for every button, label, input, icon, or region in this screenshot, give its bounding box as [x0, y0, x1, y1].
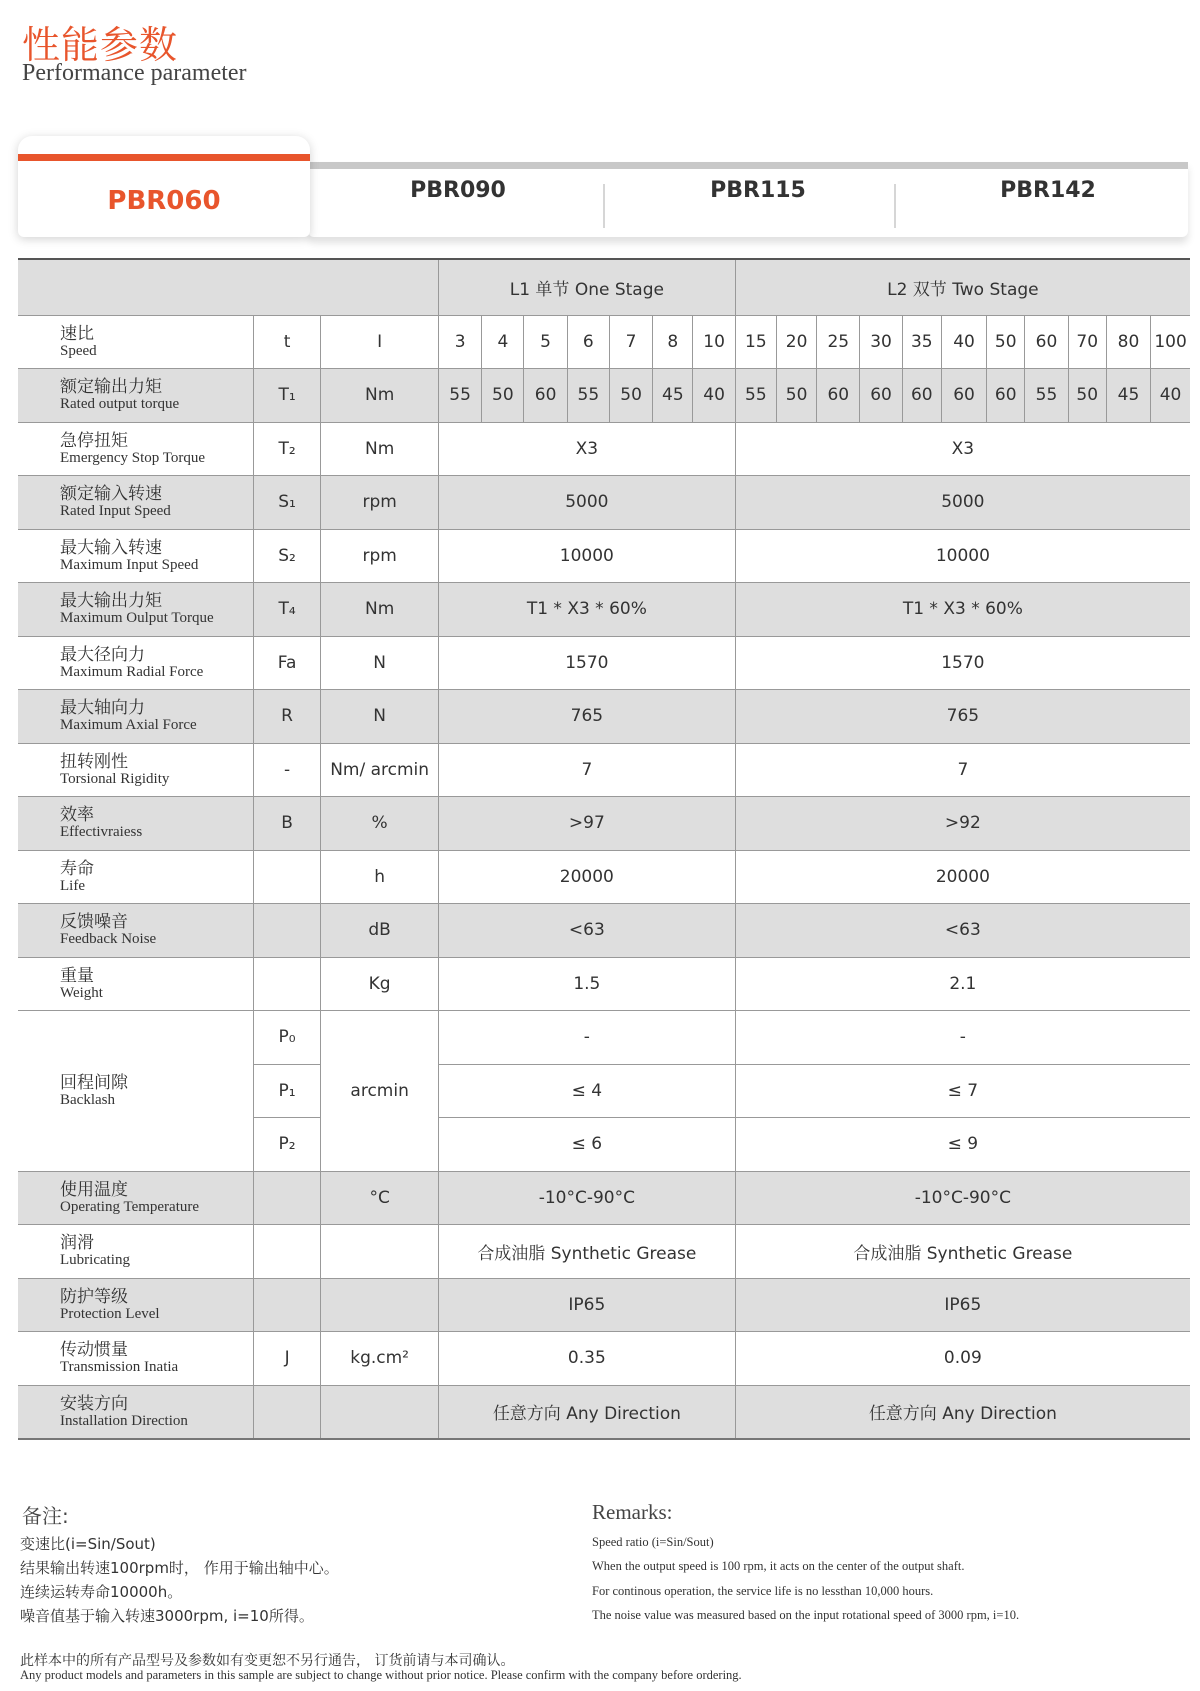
stage-l2-value: 765 [735, 690, 1190, 744]
param-name [18, 583, 253, 637]
table-row [18, 797, 1190, 851]
unit-cell [321, 1225, 439, 1279]
param-name-en: Backlash [60, 1091, 115, 1108]
table-row [18, 957, 1190, 1011]
remark-cn-line: 变速比(i=Sin/Sout) [20, 1535, 156, 1553]
value-cell: 8 [653, 315, 693, 369]
stage-l2-value: X3 [735, 422, 1190, 476]
param-name [18, 636, 253, 690]
stage-l1-value: 合成油脂 Synthetic Grease [438, 1225, 735, 1279]
param-name-en: Maximum Axial Force [60, 717, 197, 734]
stage-l2-value: 任意方向 Any Direction [735, 1385, 1190, 1439]
remark-cn-line: 噪音值基于输入转速3000rpm, i=10所得。 [20, 1607, 314, 1625]
stage-l2-value: 1570 [735, 636, 1190, 690]
tab-pbr142[interactable]: PBR142 [1000, 178, 1096, 203]
param-name [18, 850, 253, 904]
table-row [18, 743, 1190, 797]
table-row [18, 1225, 1190, 1279]
unit-cell: arcmin [321, 1011, 439, 1172]
table-row [18, 315, 1190, 369]
table-row [18, 850, 1190, 904]
stage-l2-value: ≤ 7 [735, 1064, 1190, 1118]
tab-pbr115[interactable]: PBR115 [710, 178, 806, 203]
value-cell: 6 [567, 315, 609, 369]
param-name [18, 1385, 253, 1439]
disclaimer-en: Any product models and parameters in this sample are subject to change without prior notice. Please confirm with the company before ordering. [20, 1668, 742, 1682]
value-cell: 60 [987, 369, 1025, 423]
param-name-cn: 防护等级 [60, 1286, 128, 1307]
unit-cell: rpm [321, 529, 439, 583]
symbol-cell: P₀ [253, 1011, 320, 1065]
param-name-cn: 速比 [60, 323, 94, 344]
param-name [18, 422, 253, 476]
value-cell: 60 [817, 369, 860, 423]
param-name-en: Transmission Inatia [60, 1359, 179, 1376]
value-cell: 50 [1068, 369, 1106, 423]
symbol-cell [253, 957, 320, 1011]
value-cell: 55 [735, 369, 776, 423]
param-name-cn: 使用温度 [60, 1179, 128, 1200]
symbol-cell: S₁ [253, 476, 320, 530]
symbol-cell: T₁ [253, 369, 320, 423]
symbol-cell [253, 1278, 320, 1332]
unit-cell: N [321, 636, 439, 690]
value-cell: 7 [609, 315, 652, 369]
tab-divider [603, 184, 605, 228]
param-name-en: Rated output torque [60, 396, 180, 413]
stage-l1-value: ≤ 6 [438, 1118, 735, 1172]
param-name-cn: 额定输入转速 [60, 484, 162, 505]
value-cell: 3 [438, 315, 481, 369]
param-name-en: Rated Input Speed [60, 503, 171, 520]
param-name-en: Torsional Rigidity [60, 770, 170, 787]
param-name-cn: 最大径向力 [60, 644, 145, 665]
param-name-cn: 扭转刚性 [60, 751, 128, 772]
remarks-title-cn: 备注: [22, 1504, 69, 1528]
param-name-cn: 额定输出力矩 [60, 377, 162, 398]
stage-l2-value: T1 * X3 * 60% [735, 583, 1190, 637]
symbol-cell [253, 850, 320, 904]
param-name-cn: 重量 [60, 965, 94, 986]
symbol-cell: T₄ [253, 583, 320, 637]
value-cell: 50 [987, 315, 1025, 369]
unit-cell: % [321, 797, 439, 851]
table-row [18, 369, 1190, 423]
param-name-en: Maximum Input Speed [60, 556, 199, 573]
remarks-title-en: Remarks: [592, 1500, 673, 1524]
symbol-cell [253, 1385, 320, 1439]
value-cell: 55 [438, 369, 481, 423]
stage-l1-value: 765 [438, 690, 735, 744]
tab-divider [894, 184, 896, 228]
unit-cell: Nm [321, 583, 439, 637]
symbol-cell [253, 904, 320, 958]
param-name [18, 1332, 253, 1386]
stage-l2-value: - [735, 1011, 1190, 1065]
stage-l1-value: X3 [438, 422, 735, 476]
symbol-cell: T₂ [253, 422, 320, 476]
param-name-en: Lubricating [60, 1252, 130, 1269]
page-title-cn: 性能参数 [22, 23, 179, 67]
param-name-cn: 最大输出力矩 [60, 591, 162, 612]
param-name-cn: 效率 [60, 805, 94, 826]
unit-cell: dB [321, 904, 439, 958]
unit-cell [321, 1385, 439, 1439]
param-name-en: Maximum Radial Force [60, 663, 204, 680]
param-name [18, 1278, 253, 1332]
value-cell: 60 [902, 369, 941, 423]
stage-l2-header: L2 双节 Two Stage [735, 259, 1190, 315]
param-name-en: Installation Direction [60, 1412, 188, 1429]
table-row [18, 422, 1190, 476]
remark-cn-line: 连续运转寿命10000h。 [20, 1583, 183, 1601]
value-cell: 60 [860, 369, 902, 423]
stage-l1-value: 10000 [438, 529, 735, 583]
param-name-cn: 急停扭矩 [60, 430, 128, 451]
stage-l2-value: >92 [735, 797, 1190, 851]
stage-l1-value: IP65 [438, 1278, 735, 1332]
stage-l1-value: - [438, 1011, 735, 1065]
param-name [18, 315, 253, 369]
stage-l1-value: <63 [438, 904, 735, 958]
param-name [18, 797, 253, 851]
value-cell: 15 [735, 315, 776, 369]
param-name-en: Protection Level [60, 1305, 160, 1322]
table-row [18, 583, 1190, 637]
disclaimer-cn: 此样本中的所有产品型号及参数如有变更恕不另行通告， 订货前请与本司确认。 [20, 1653, 515, 1669]
param-name-en: Emergency Stop Torque [60, 449, 206, 466]
stage-l1-value: 5000 [438, 476, 735, 530]
param-name-en: Maximum Oulput Torque [60, 610, 214, 627]
value-cell: 5 [524, 315, 567, 369]
param-name [18, 1011, 253, 1172]
stage-l2-value: <63 [735, 904, 1190, 958]
param-name-cn: 最大轴向力 [60, 698, 145, 719]
remark-cn-line: 结果输出转速100rpm时， 作用于输出轴中心。 [20, 1559, 339, 1577]
remark-en-line: When the output speed is 100 rpm, it acts on the center of the output shaft. [592, 1559, 965, 1573]
stage-l2-value: 合成油脂 Synthetic Grease [735, 1225, 1190, 1279]
model-tabs [18, 132, 1188, 240]
symbol-cell: S₂ [253, 529, 320, 583]
value-cell: 70 [1068, 315, 1106, 369]
param-name-cn: 润滑 [60, 1233, 94, 1254]
stage-l1-value: T1 * X3 * 60% [438, 583, 735, 637]
param-name-cn: 最大输入转速 [60, 537, 162, 558]
value-cell: 60 [941, 369, 986, 423]
table-row [18, 1385, 1190, 1439]
unit-cell: Kg [321, 957, 439, 1011]
symbol-cell: - [253, 743, 320, 797]
stage-l1-header: L1 单节 One Stage [438, 259, 735, 315]
param-name-cn: 反馈噪音 [60, 912, 128, 933]
unit-cell: kg.cm² [321, 1332, 439, 1386]
tab-pbr090[interactable]: PBR090 [410, 178, 506, 203]
param-name [18, 529, 253, 583]
param-name [18, 690, 253, 744]
unit-cell: N [321, 690, 439, 744]
stage-l1-value: -10°C-90°C [438, 1171, 735, 1225]
symbol-cell [253, 1225, 320, 1279]
value-cell: 20 [776, 315, 816, 369]
table-row [18, 636, 1190, 690]
param-name-cn: 回程间隙 [60, 1072, 128, 1093]
param-name [18, 476, 253, 530]
unit-cell: Nm [321, 422, 439, 476]
stage-l1-value: 20000 [438, 850, 735, 904]
value-cell: 80 [1106, 315, 1150, 369]
table-row [18, 476, 1190, 530]
symbol-cell: R [253, 690, 320, 744]
stage-header-row [18, 259, 1190, 315]
stage-l2-value: 10000 [735, 529, 1190, 583]
symbol-cell: P₁ [253, 1064, 320, 1118]
stage-l2-value: 5000 [735, 476, 1190, 530]
param-name-en: Feedback Noise [60, 931, 157, 948]
param-name-en: Life [60, 877, 85, 894]
stage-l2-value: 2.1 [735, 957, 1190, 1011]
param-name [18, 743, 253, 797]
unit-cell [321, 1278, 439, 1332]
unit-cell: h [321, 850, 439, 904]
param-name [18, 904, 253, 958]
stage-l2-value: ≤ 9 [735, 1118, 1190, 1172]
param-name-en: Operating Temperature [60, 1198, 200, 1215]
table-row [18, 1011, 1190, 1065]
param-name-en: Weight [60, 984, 103, 1001]
unit-cell: Nm [321, 369, 439, 423]
symbol-cell [253, 1171, 320, 1225]
value-cell: 10 [693, 315, 735, 369]
param-name [18, 1225, 253, 1279]
stage-l1-value: 7 [438, 743, 735, 797]
value-cell: 55 [567, 369, 609, 423]
symbol-cell: t [253, 315, 320, 369]
value-cell: 45 [653, 369, 693, 423]
value-cell: 40 [1151, 369, 1190, 423]
tab-pbr060[interactable] [18, 136, 310, 237]
stage-l1-value: ≤ 4 [438, 1064, 735, 1118]
param-name [18, 1171, 253, 1225]
value-cell: 30 [860, 315, 902, 369]
remark-en-line: For continous operation, the service life is no lessthan 10,000 hours. [592, 1584, 934, 1598]
value-cell: 45 [1106, 369, 1150, 423]
stage-l1-value: 任意方向 Any Direction [438, 1385, 735, 1439]
param-name [18, 957, 253, 1011]
stage-l1-value: 1.5 [438, 957, 735, 1011]
symbol-cell: Fa [253, 636, 320, 690]
unit-cell: Nm/ arcmin [321, 743, 439, 797]
unit-cell: rpm [321, 476, 439, 530]
header-blank [18, 259, 438, 315]
value-cell: 50 [482, 369, 524, 423]
table-row [18, 1278, 1190, 1332]
table-row [18, 690, 1190, 744]
stage-l2-value: -10°C-90°C [735, 1171, 1190, 1225]
remark-en-line: The noise value was measured based on the input rotational speed of 3000 rpm, i=10. [592, 1608, 1020, 1622]
value-cell: 40 [693, 369, 735, 423]
value-cell: 4 [482, 315, 524, 369]
performance-table [18, 258, 1190, 1440]
remark-en-line: Speed ratio (i=Sin/Sout) [592, 1535, 714, 1549]
table-row [18, 1171, 1190, 1225]
stage-l2-value: 20000 [735, 850, 1190, 904]
tab-label: PBR060 [107, 186, 221, 216]
value-cell: 50 [609, 369, 652, 423]
value-cell: 100 [1151, 315, 1190, 369]
stage-l2-value: 7 [735, 743, 1190, 797]
param-name [18, 369, 253, 423]
stage-l2-value: 0.09 [735, 1332, 1190, 1386]
unit-cell: °C [321, 1171, 439, 1225]
active-tab-indicator [18, 154, 310, 161]
value-cell: 60 [1025, 315, 1068, 369]
param-name-cn: 传动惯量 [60, 1340, 128, 1361]
symbol-cell: J [253, 1332, 320, 1386]
param-name-cn: 寿命 [60, 858, 94, 879]
value-cell: 55 [1025, 369, 1068, 423]
param-name-cn: 安装方向 [60, 1393, 128, 1414]
unit-cell: I [321, 315, 439, 369]
symbol-cell: B [253, 797, 320, 851]
param-name-en: Effectivraiess [60, 824, 143, 841]
param-name-en: Speed [60, 342, 97, 359]
stage-l1-value: 0.35 [438, 1332, 735, 1386]
symbol-cell: P₂ [253, 1118, 320, 1172]
stage-l1-value: >97 [438, 797, 735, 851]
value-cell: 50 [776, 369, 816, 423]
table-row [18, 529, 1190, 583]
table-row [18, 904, 1190, 958]
value-cell: 35 [902, 315, 941, 369]
value-cell: 40 [941, 315, 986, 369]
table-row [18, 1332, 1190, 1386]
value-cell: 60 [524, 369, 567, 423]
page-title-en: Performance parameter [22, 60, 247, 86]
value-cell: 25 [817, 315, 860, 369]
stage-l1-value: 1570 [438, 636, 735, 690]
stage-l2-value: IP65 [735, 1278, 1190, 1332]
